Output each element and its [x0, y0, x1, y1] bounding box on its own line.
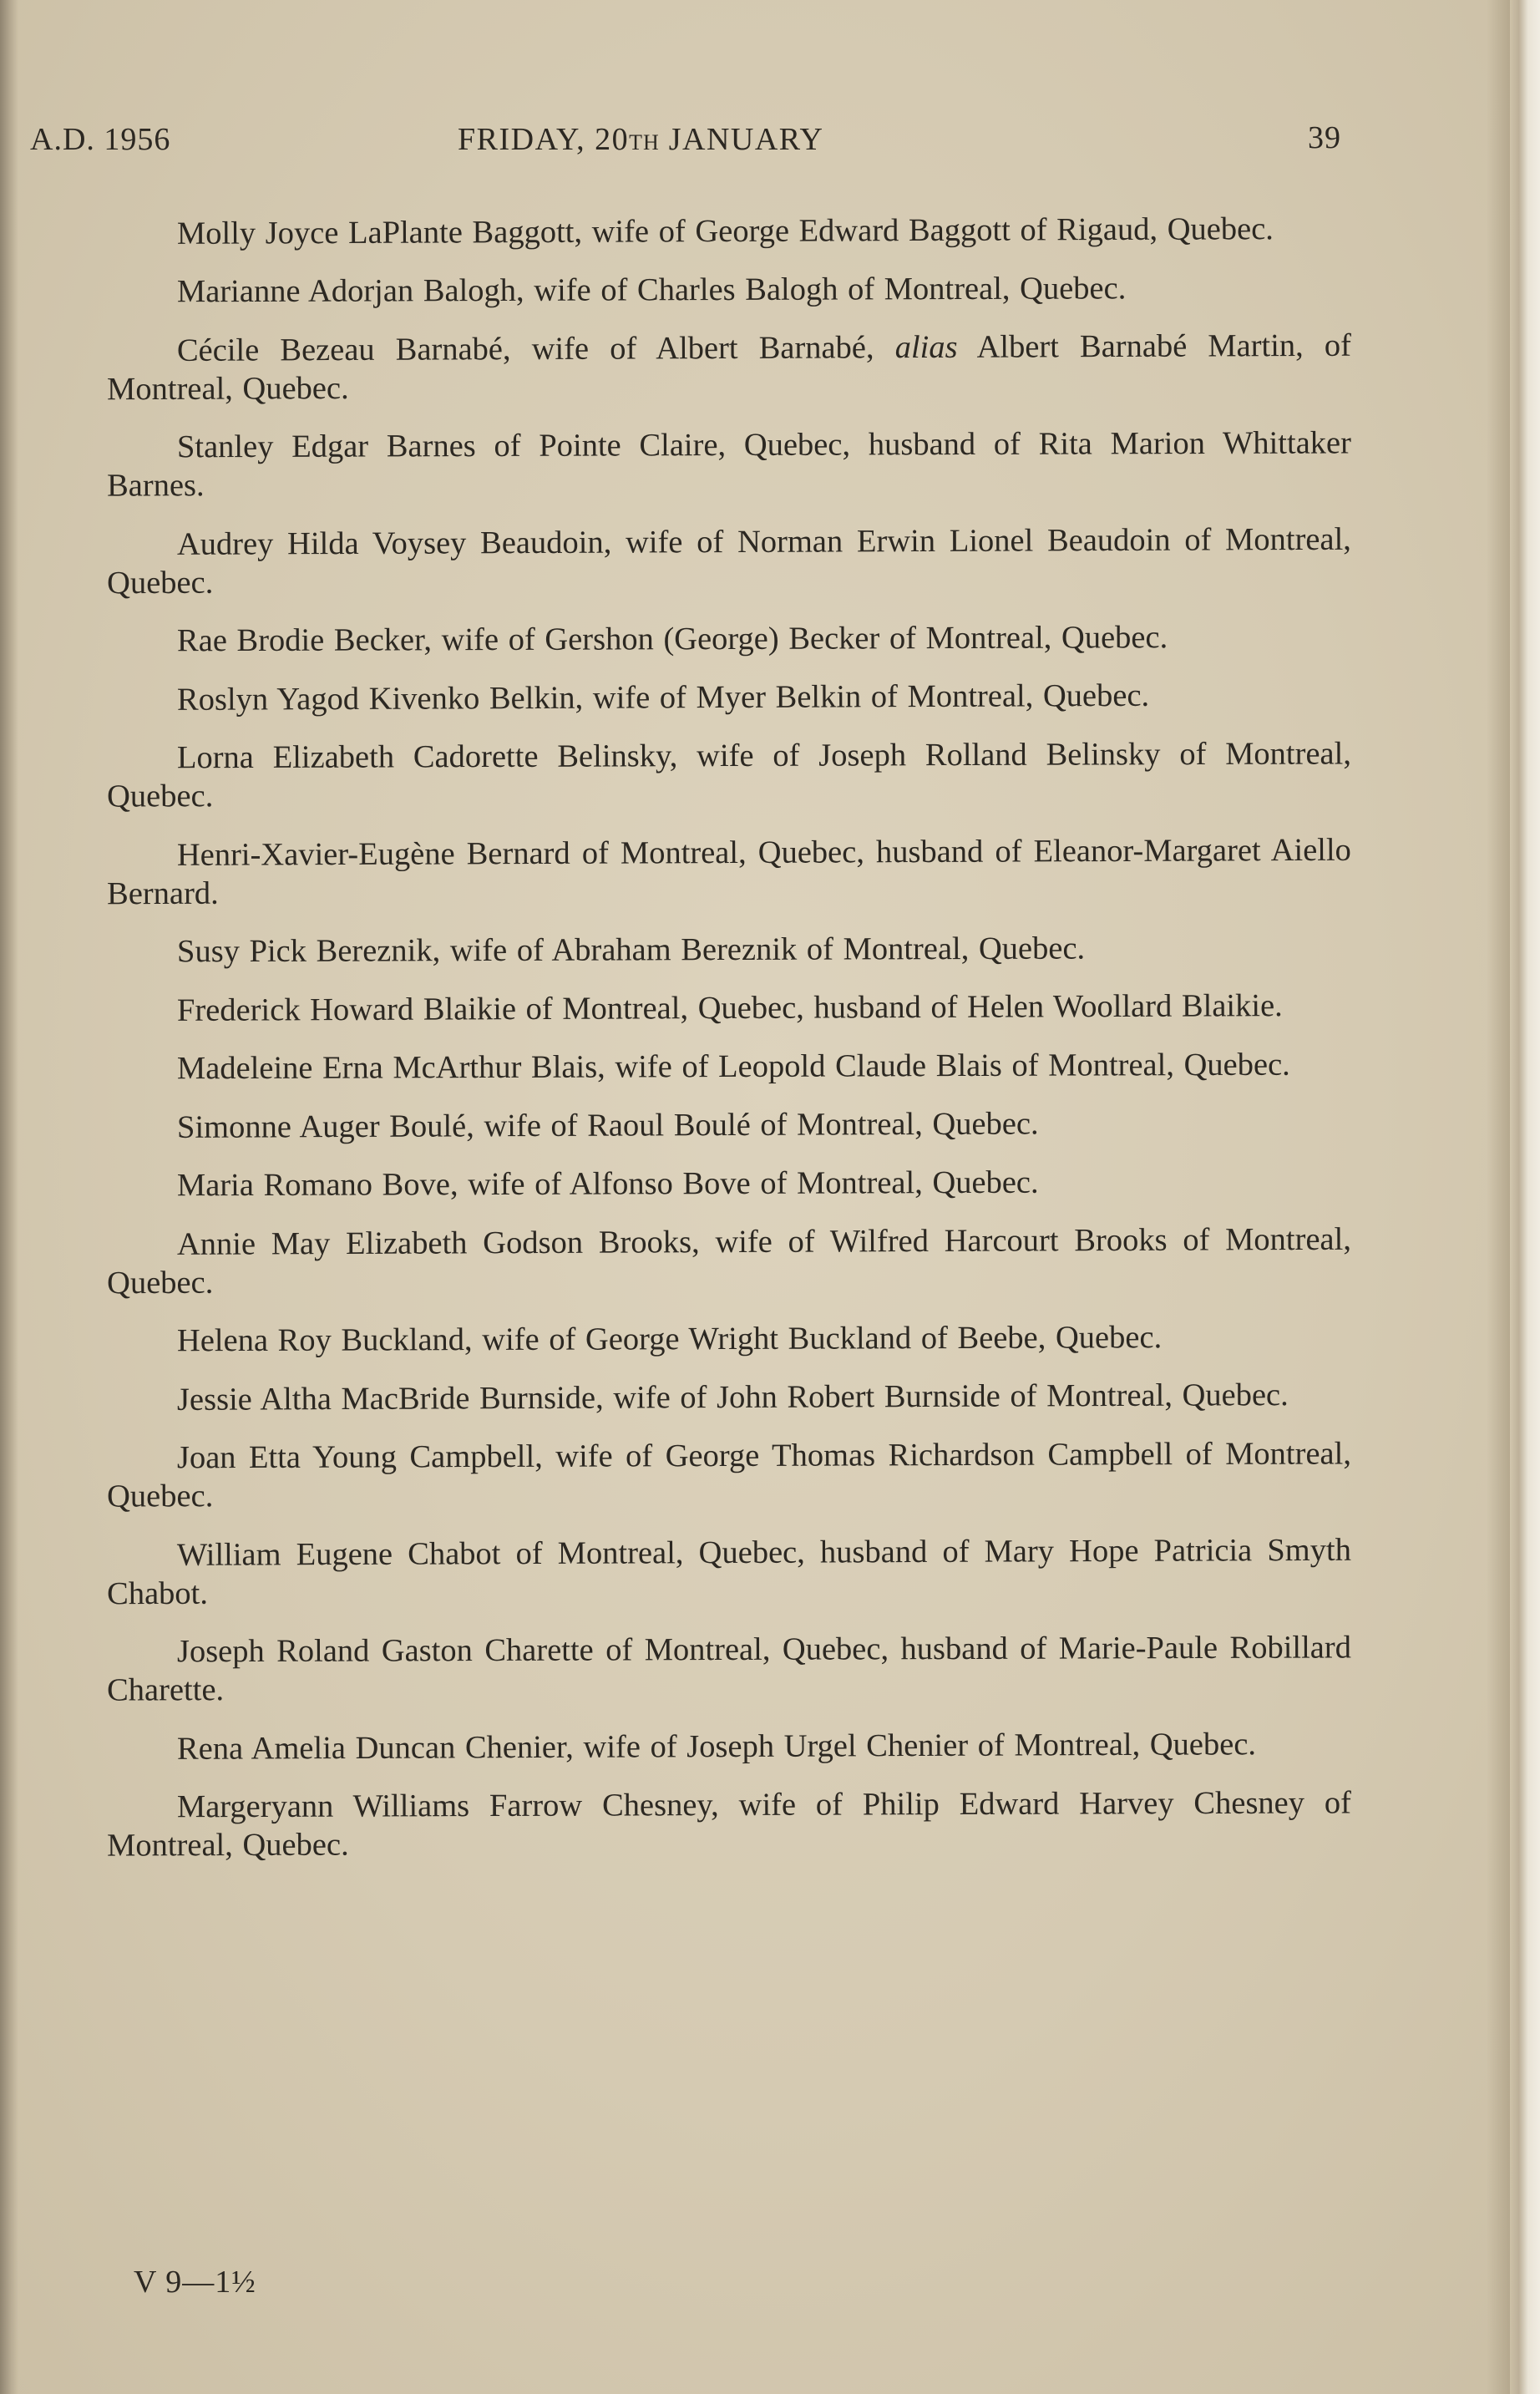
- header-year: A.D. 1956: [30, 122, 171, 157]
- entry: Molly Joyce LaPlante Baggott, wife of George Edward Baggott of Rigaud, Quebec.: [176, 211, 1274, 251]
- entry: Stanley Edgar Barnes of Pointe Claire, Quebec, husband of Rita Marion Whittaker Barnes.: [107, 425, 1351, 504]
- entry: Rae Brodie Becker, wife of Gershon (George) Becker of Montreal, Quebec.: [176, 620, 1168, 659]
- signature-mark: V 9—1½: [134, 2265, 256, 2300]
- header-date-month: JANUARY: [659, 122, 824, 157]
- page-left-shadow: [0, 0, 18, 2394]
- entry: Helena Roy Buckland, wife of George Wright Buckland of Beebe, Quebec.: [176, 1320, 1163, 1359]
- entry-italic-text: alias: [894, 329, 958, 366]
- running-header: [30, 121, 1341, 163]
- entry: Frederick Howard Blaikie of Montreal, Quebec, husband of Helen Woollard Blaikie.: [176, 988, 1283, 1028]
- entry: Maria Romano Bove, wife of Alfonso Bove of Montreal, Quebec.: [176, 1164, 1039, 1204]
- entry: [107, 327, 1351, 409]
- entry: Joseph Roland Gaston Charette of Montreal, Quebec, husband of Marie-Paule Robillard Charette.: [107, 1630, 1351, 1708]
- divorce-entries-list: [107, 212, 1351, 1883]
- entry: Annie May Elizabeth Godson Brooks, wife of Wilfred Harcourt Brooks of Montreal, Quebec.: [107, 1221, 1351, 1301]
- entry: Marianne Adorjan Balogh, wife of Charles Balogh of Montreal, Quebec.: [176, 271, 1127, 310]
- entry: William Eugene Chabot of Montreal, Quebec, husband of Mary Hope Patricia Smyth Chabot.: [107, 1532, 1351, 1612]
- header-date-day: FRIDAY, 20: [458, 122, 630, 157]
- header-date: [458, 121, 824, 158]
- entry: Audrey Hilda Voysey Beaudoin, wife of Norman Erwin Lionel Beaudoin of Montreal, Quebec.: [107, 521, 1351, 601]
- entry: Lorna Elizabeth Cadorette Belinsky, wife of Joseph Rolland Belinsky of Montreal, Quebec.: [107, 736, 1351, 814]
- page-right-shadow: [1487, 0, 1510, 2394]
- header-date-suffix: TH: [629, 130, 660, 155]
- entry: Henri-Xavier-Eugène Bernard of Montreal, Quebec, husband of Eleanor-Margaret Aiello Bernard.: [107, 832, 1351, 912]
- entry: Rena Amelia Duncan Chenier, wife of Joseph Urgel Chenier of Montreal, Quebec.: [176, 1727, 1257, 1767]
- entry: Susy Pick Bereznik, wife of Abraham Bereznik of Montreal, Quebec.: [176, 931, 1086, 970]
- entry: Simonne Auger Boulé, wife of Raoul Boulé of Montreal, Quebec.: [176, 1106, 1039, 1145]
- entry-text: Cécile Bezeau Barnabé, wife of Albert Barnabé,: [176, 330, 895, 368]
- page-number: 39: [1308, 120, 1341, 155]
- entry: Joan Etta Young Campbell, wife of George Thomas Richardson Campbell of Montreal, Quebec.: [107, 1436, 1351, 1514]
- entry: Jessie Altha MacBride Burnside, wife of John Robert Burnside of Montreal, Quebec.: [176, 1377, 1289, 1418]
- entry: Margeryann Williams Farrow Chesney, wife of Philip Edward Harvey Chesney of Montreal, Quebec.: [107, 1785, 1351, 1864]
- entry: Roslyn Yagod Kivenko Belkin, wife of Myer Belkin of Montreal, Quebec.: [176, 677, 1150, 718]
- page-edge-strip: [1510, 0, 1540, 2394]
- entry-text: Albert Barnabé Martin, of Montreal, Quebec.: [107, 327, 1351, 408]
- entry: Madeleine Erna McArthur Blais, wife of Leopold Claude Blais of Montreal, Quebec.: [176, 1047, 1290, 1087]
